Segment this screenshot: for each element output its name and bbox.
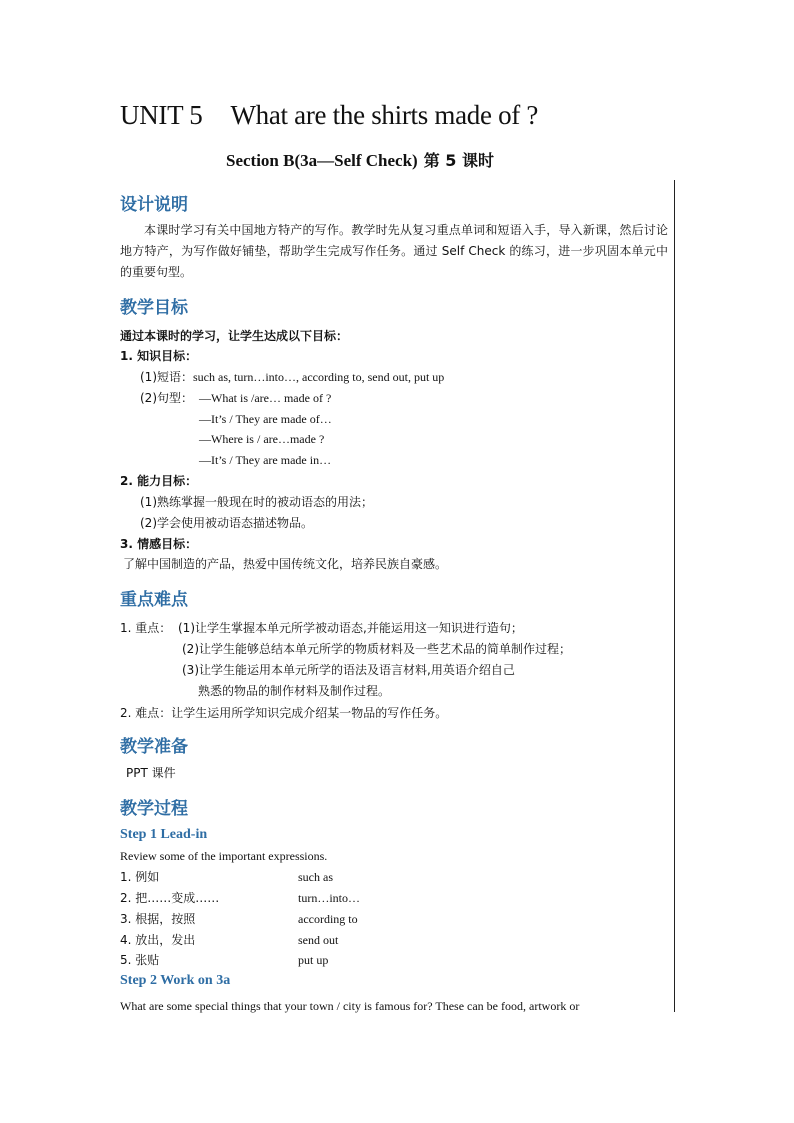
key-point-label: 1. 重点： <box>120 621 172 635</box>
goals-intro: 通过本课时的学习，让学生达成以下目标： <box>120 329 349 343</box>
ability-item: (2)学会使用被动语态描述物品。 <box>140 516 313 530</box>
expression-zh: 4. 放出，发出 <box>120 933 196 947</box>
pattern-item: —What is /are… made of ? <box>199 391 332 405</box>
key-point-item: 熟悉的物品的制作材料及制作过程。 <box>198 684 391 698</box>
emotion-goal-label: 3. 情感目标： <box>120 537 198 551</box>
pattern-item: —It’s / They are made in… <box>199 453 332 467</box>
expression-zh: 2. 把……变成…… <box>120 891 220 905</box>
table-border-line <box>674 180 675 1012</box>
ability-item: (1)熟练掌握一般现在时的被动语态的用法； <box>140 495 373 509</box>
heading-key-points: 重点难点 <box>120 590 188 610</box>
step2-text: What are some special things that your town / city is famous for? These can be food, artwork or <box>120 999 580 1013</box>
preparation-text: PPT 课件 <box>126 766 176 780</box>
pattern-item: —It’s / They are made of… <box>199 412 332 426</box>
heading-design: 设计说明 <box>120 195 188 215</box>
step1-intro: Review some of the important expressions. <box>120 849 328 863</box>
page-subtitle <box>226 148 494 171</box>
expression-zh: 1. 例如 <box>120 870 160 884</box>
expression-zh: 3. 根据，按照 <box>120 912 196 926</box>
step2-title: Step 2 Work on 3a <box>120 973 231 988</box>
pattern-item: —Where is / are…made ? <box>199 432 325 446</box>
emotion-goal-text: 了解中国制造的产品，热爱中国传统文化，培养民族自豪感。 <box>123 557 448 571</box>
step1-title: Step 1 Lead-in <box>120 827 208 842</box>
section-label: Section B(3a—Self Check) <box>226 151 418 170</box>
ability-goal-label: 2. 能力目标： <box>120 474 198 488</box>
key-point-item: (3)让学生能运用本单元所学的语法及语言材料,用英语介绍自己 <box>182 663 515 677</box>
design-paragraph: 本课时学习有关中国地方特产的写作。教学时先从复习重点单词和短语入手，导入新课，然后讨论地方特产，为写作做好铺垫，帮助学生完成写作任务。通过 Self Check 的练习，进一步巩固本单元中的重要句型。 <box>120 223 668 279</box>
unit-question: What are the shirts made of ? <box>230 100 539 130</box>
phrases-label: (1)短语： <box>140 370 193 384</box>
expression-en: put up <box>298 953 329 967</box>
heading-preparation: 教学准备 <box>120 737 188 757</box>
patterns-label: (2)句型： <box>140 391 193 405</box>
expression-en: such as <box>298 870 333 884</box>
knowledge-goal-label: 1. 知识目标： <box>120 349 198 363</box>
unit-label: UNIT 5 <box>120 100 203 130</box>
expression-en: turn…into… <box>298 891 360 905</box>
phrases-text: such as, turn…into…, according to, send out, put up <box>193 370 445 384</box>
expression-en: send out <box>298 933 339 947</box>
heading-process: 教学过程 <box>120 799 188 819</box>
heading-goals: 教学目标 <box>120 298 188 318</box>
key-point-item: (2)让学生能够总结本单元所学的物质材料及一些艺术品的简单制作过程； <box>182 642 572 656</box>
key-point-item: (1)让学生掌握本单元所学被动语态,并能运用这一知识进行造句； <box>178 621 523 635</box>
expression-zh: 5. 张贴 <box>120 953 160 967</box>
difficult-point: 2. 难点：让学生运用所学知识完成介绍某一物品的写作任务。 <box>120 706 448 720</box>
page-title <box>120 100 538 131</box>
expression-en: according to <box>298 912 358 926</box>
phrases-line <box>140 369 444 385</box>
lesson-label: 第 5 课时 <box>423 151 494 170</box>
